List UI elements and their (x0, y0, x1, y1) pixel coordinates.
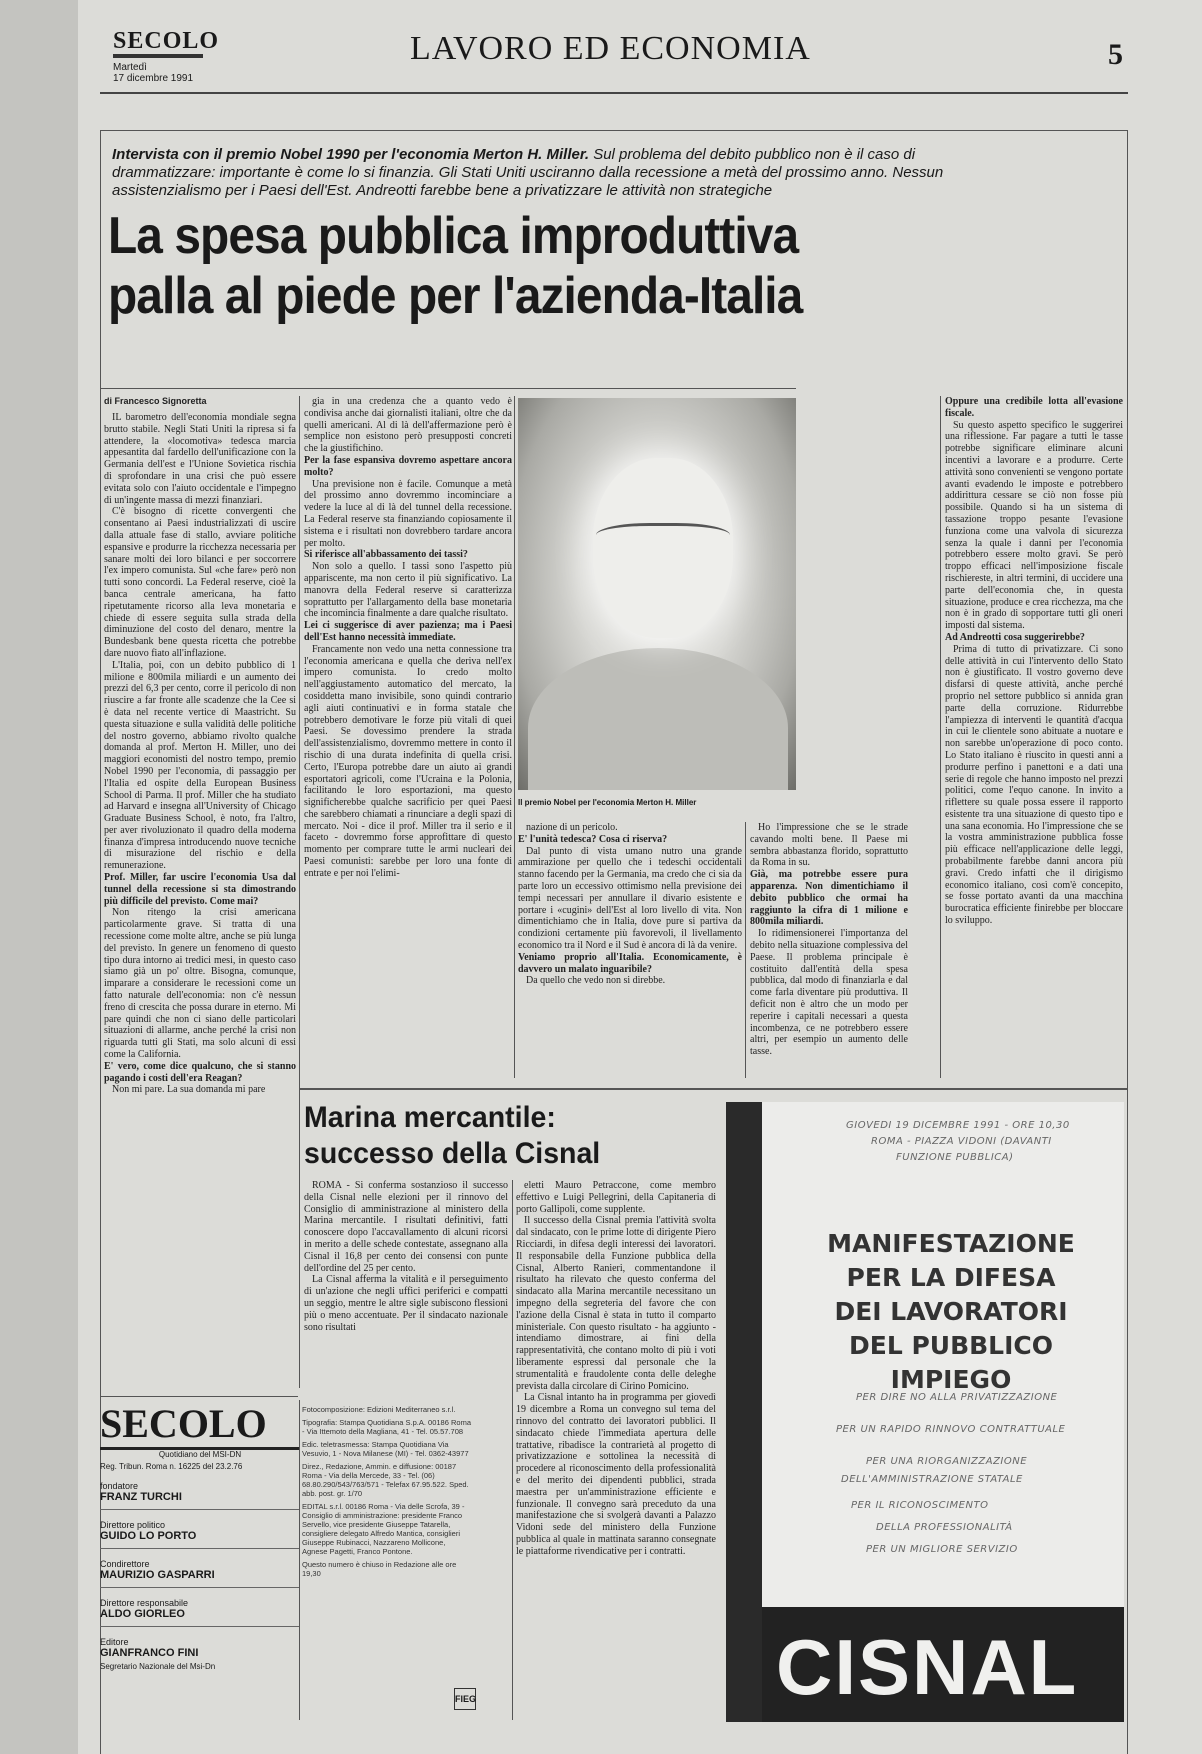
header-logo-bar (113, 54, 203, 58)
paragraph: L'Italia, poi, con un debito pubblico di 1 milione e 800mila miliardi e un aumento dei prezzi del 6,3 per cento, corre il pericolo di non riuscire a far fronte alle scadenze che la Cee si è data nel recente vertice di Maastricht. Su questa situazione e sulla validità delle politiche del nostro governo, abbiamo rivolto qualche domanda al prof. Merton H. Miller, uno dei maggiori economisti del nostro tempo, premio Nobel 1990 per l'economia, di passaggio per l'Italia ed ospite della European Business School di Parma. Il prof. Miller che ha studiato ad Harvard e insegna all'University of Chicago Graduate Business School, è noto, fra l'altro, per aver rivoluzionato il quadro della moderna finanza d'impresa introducendo nuove tecniche di misurazione del rischio e della remunerazione. (104, 659, 296, 872)
paragraph: Prof. Miller, far uscire l'economia Usa dal tunnel della recessione si sta dimostrando più difficile del previsto. Come mai? (104, 872, 296, 907)
ad-title (786, 1227, 1116, 1397)
paragraph: Prima di tutto di privatizzare. Ci sono delle attività in cui l'intervento dello Stato non è giustificato. Il vostro governo deve disfarsi di queste attività, anche perché proprio nel settore pubblico si annida gran parte della corruzione. Ridurrebbe l'ampiezza di interventi le quantità d'acqua in cui le clientele sono abituate a nuotare e non sarebbe un'operazione di poco conto. Lo Stato italiano è riuscito in questi anni a produrre perfino i panettoni e a dati una serie di regole che hanno imposto nel prezzi politici, come l'equo canone. In invito a riflettere su quale possa essere il rapporto esistente tra una situazione di questo tipo e una sana economia. Ho l'impressione che se la vostra amministrazione pubblica fosse più efficace nell'applicazione delle leggi, probabilmente farebbe danni ancora più gravi. Credo infatti che il dirigismo economico italiano, così com'è concepito, se fosse portato avanti da una macchina burocratica efficiente finirebbe per bloccare lo sviluppo. (945, 643, 1123, 927)
director-label: Direttore politico (100, 1520, 166, 1530)
article-column-5 (945, 396, 1123, 1078)
ad-list-item: PER UN MIGLIORE SERVIZIO (866, 1544, 1018, 1555)
paragraph: E' vero, come dice qualcuno, che si stanno pagando i costi dell'era Reagan? (104, 1060, 296, 1084)
responsible-director-name: ALDO GIORLEO (100, 1608, 185, 1620)
imprint-line: Fotocomposizione: Edizioni Mediterraneo s.r.l. (302, 1405, 456, 1414)
paragraph: Il successo della Cisnal premia l'attività svolta dal sindacato, con le prime lotte di dirigente Piero Ricciardi, in difesa degli interessi dei lavoratori. Il responsabile della Funzione pubblica della Cisnal, Alberto Ranieri, commentandone il risultato ha rilevato che questo conferma del sindacato alla Marina mercantile necessitano un impegno della segreteria del favore che con l'azione della Cisnal è stata in tutto il comparto ministeriale. Con questo risultato - ha aggiunto - intendiamo dimostrare, ai fini della rappresentatività, che contano molto di più i voti liberamente espressi dal personale che la strumentalità e fraudolente conta delle deleghe prevista dalla circolare di Cirino Pomicino. (516, 1215, 716, 1392)
paragraph: nazione di un pericolo. (526, 822, 618, 833)
portrait-photo (518, 398, 796, 790)
masthead-separator (100, 1509, 300, 1510)
paragraph: Oppure una credibile lotta all'evasione fiscale. (945, 396, 1123, 419)
editor-label: Editore (100, 1637, 129, 1647)
headline-rule (100, 388, 796, 389)
imprint-line: EDITAL s.r.l. 00186 Roma - Via delle Scrofa, 39 - Consiglio di amministrazione: presidente Franco Servello, vice presidente Giuseppe Tatarella, consigliere delegato Alfredo Mantica, consiglieri Giuseppe Rubinacci, Nazzareno Mollicone, Agnese Pagetti, Franco Pontone. (302, 1502, 465, 1556)
paragraph: Non ritengo la crisi americana particolarmente grave. Si tratta di una recessione come molte altre, anche se più lunga del previsto. In genere un fenomeno di questo tipo dura intorno ai tredici mesi, in questo caso siamo già un po' oltre. Bisogna, comunque, imparare a considerare le recessioni come un fatto naturale dell'economia: non c'è nessun freno di crescita che possa durare in eterno. Mi pare quindi che non ci siano delle particolari situazioni di allarme, anche perché la crisi non riguarda tutti gli Stati, ma solo alcuni di essi come la California. (104, 907, 296, 1061)
paragraph: Veniamo proprio all'Italia. Economicamente, è davvero un malato inguaribile? (518, 951, 742, 975)
masthead-registration: Reg. Tribun. Roma n. 16225 del 23.2.76 (100, 1462, 243, 1471)
paragraph: Si riferisce all'abbassamento dei tassi? (304, 549, 468, 561)
paragraph: IL barometro dell'economia mondiale segna brutto stabile. Negli Stati Uniti la ripresa si fa attendere, la «locomotiva» tedesca marcia appesantita dal fardello dell'unificazione con la Germania dell'est e l'Unione Sovietica rischia di sprofondare in una crisi che può essere evitata solo con l'aiuto occidentale e l'impegno di un'ingente massa di mezzi finanziari. (104, 412, 296, 506)
ad-title-line: PER LA DIFESA (846, 1263, 1056, 1292)
marina-headline (304, 1100, 665, 1172)
ad-handwritten-line: GIOVEDI 19 DICEMBRE 1991 - ORE 10,30 (846, 1120, 1070, 1131)
paragraph: Dal punto di vista umano nutro una grande ammirazione per quello che i tedeschi occidentali stanno facendo per la Germania, ma credo che ci sia da parte loro un eccessivo ottimismo nella previsione dei tempi necessari per annullare il divario esistente e portare i «cugini» dell'Est al loro livello di vita. Non dimentichiamo che in Italia, dove pure si partiva da condizioni certamente più favorevoli, il livellamento economico tra il Nord e il Sud è ancora di là da venire. (518, 845, 742, 951)
imprint-block (302, 1405, 472, 1582)
paragraph: eletti Mauro Petraccone, come membro effettivo e Luigi Pellegrini, della Capitaneria di porto Gallipoli, come supplente. (516, 1180, 716, 1215)
ad-title-line: DEL PUBBLICO IMPIEGO (848, 1331, 1054, 1394)
editor-role: Segretario Nazionale del Msi-Dn (100, 1662, 216, 1671)
masthead-separator (100, 1626, 300, 1627)
ad-list-item: DELL'AMMINISTRAZIONE STATALE (841, 1474, 1023, 1485)
masthead-separator (100, 1548, 300, 1549)
paragraph: Una previsione non è facile. Comunque a metà del prossimo anno dovremmo incominciare a vedere la luce al di là del tunnel della recessione. La Federal reserve sta finanziando copiosamente il sistema e i risultati non dovrebbero tardare ancora per molto. (304, 478, 512, 549)
masthead-box (100, 1400, 300, 1700)
paragraph: Ad Andreotti cosa suggerirebbe? (945, 631, 1085, 643)
photo-shoulders (528, 648, 788, 790)
article-column-4 (750, 822, 908, 1078)
paragraph: Io ridimensionerei l'importanza del debito nella situazione complessiva del Paese. Il problema principale è costituito dall'entità della spesa pubblica, dal modo di finanziarla e dal come farla diventare più produttiva. Il deficit non è altro che un modo per reperire i capitali necessari a questa incombenza, ce ne potrebbero essere altri, per esempio un aumento delle tasse. (750, 928, 908, 1058)
photo-glasses (596, 523, 730, 553)
ad-list-item: DELLA PROFESSIONALITÀ (876, 1522, 1013, 1533)
paragraph: Non mi pare. La sua domanda mi pare (112, 1084, 266, 1096)
paragraph: E' l'unità tedesca? Cosa ci riserva? (518, 833, 668, 845)
founder-label: fondatore (100, 1481, 139, 1491)
ad-list-item: PER IL RICONOSCIMENTO (851, 1500, 989, 1511)
paragraph: Non solo a quello. I tassi sono l'aspetto più appariscente, ma non certo il più significativo. La manovra della Federal reserve si caratterizza soprattutto per l'allargamento della base monetaria che incomincia finalmente a dare qualche risultato. (304, 561, 512, 620)
column-rule (299, 1400, 300, 1720)
paragraph: Francamente non vedo una netta connessione tra l'economia americana e quella che deriva nell'ex impero comunista. Io credo molto nell'aggiustamento automatico del mercato, la cosiddetta mano invisibile, sono quindi contrario agli aiuti continuativi e in forma statale che potrebbero demotivare le forze più vitali di quei Paesi. Se dovessimo prendere la strada dell'assistenzialismo, dovremmo mettere in conto il rischio di una durata indefinita di quella crisi. Certo, l'Europa potrebbe dare un aiuto ai grandi esportatori agricoli, come l'Ucraina e la Polonia, facilitando le loro esportazioni, ma questo significherebbe qualche sacrificio per quei Paesi che sarebbero chiamati a rinunciare a degli spazi di mercato. Noi - dice il prof. Miller tra il serio e il faceto - dovremmo forse approfittare di questo momento per comprare tutte le armi nucleari dei Paesi comunisti: sarebbe per loro una fonte di entrate e per noi l'elimi- (304, 643, 512, 879)
paragraph: La Cisnal afferma la vitalità e il perseguimento di un'azione che negli uffici periferici e compatti un seggio, mentre le altre sigle subiscono flessioni più o meno accentuate. Per il sindacato nazionale sono risultati (304, 1274, 508, 1333)
column-rule (514, 396, 515, 1078)
paragraph: La Cisnal intanto ha in programma per giovedì 19 dicembre a Roma un convegno sul tema del rinnovo del contratto dei lavoratori pubblici. Il sindacato chiede l'immediata apertura delle trattative, ribadisce la contrarietà al progetto di privatizzazione e sottolinea la necessità di procedere al riconoscimento della professionalità e del merito dei dipendenti pubblici, strada maestra per un'amministrazione efficiente e funzionale. Il convegno sarà preceduto da una manifestazione che si svolgerà davanti a Palazzo Vidoni sede del ministero della Funzione pubblica al quale in mattinata saranno consegnate le piattaforme rivendicative per i contratti. (516, 1392, 716, 1557)
fieg-stamp: FIEG (454, 1688, 476, 1710)
paragraph: Lei ci suggerisce di aver pazienza; ma i Paesi dell'Est hanno necessità immediate. (304, 620, 512, 643)
masthead-separator (100, 1587, 300, 1588)
responsible-director-label: Direttore responsabile (100, 1598, 189, 1608)
ad-list-item: PER DIRE NO ALLA PRIVATIZZAZIONE (856, 1392, 1058, 1403)
ad-list-item: PER UN RAPIDO RINNOVO CONTRATTUALE (836, 1424, 1066, 1435)
masthead-rule (100, 1396, 298, 1397)
imprint-line: Edic. teletrasmessa: Stampa Quotidiana Via Vesuvio, 1 - Nova Milanese (MI) - Tel. 0362-43977 (302, 1440, 469, 1458)
ad-handwritten-line: ROMA - PIAZZA VIDONI (DAVANTI (871, 1136, 1052, 1147)
ad-list-item: PER UNA RIORGANIZZAZIONE (866, 1456, 1028, 1467)
section-divider (300, 1088, 1128, 1090)
paragraph: ROMA - Si conferma sostanzioso il successo della Cisnal nelle elezioni per il rinnovo del Consiglio di amministrazione al ministero della Marina mercantile. I risultati definitivi, fatti conoscere dopo l'accavallamento di alcuni ricorsi in merito a delle schede contestate, assegnano alla Cisnal il 16,8 per cento dei consensi con punte dell'ordine del 25 per cento. (304, 1180, 508, 1274)
codirector-label: Condirettore (100, 1559, 150, 1569)
paragraph: Da quello che vedo non si direbbe. (526, 975, 666, 987)
marina-headline-line-2: successo della Cisnal (304, 1137, 601, 1170)
paragraph: Su questo aspetto specifico le suggerirei una riflessione. Far pagare a tutti le tasse potrebbe significare eliminare alcuni incentivi a lavorare e a produrre. Certe attività sono convenienti se vengono portate avanti evadendo le imposte e potrebbero addirittura cessare se ciò non fosse più possibile. Quando si ha un sistema di tassazione troppo pesante l'evasione funziona come una valvola di sicurezza senza la quale i danni per l'economia potrebbero essere molto gravi. Se però troppo efficaci nell'imposizione fiscale rischiereste, in altri termini, di uccidere una parte dell'economia che, in questa situazione, produce e crea ricchezza, ma che non è in grado di sopportare tutti gli oneri imposti dal sistema. (945, 419, 1123, 632)
ad-title-line: MANIFESTAZIONE (827, 1229, 1075, 1258)
headline-line-2: palla al piede per l'azienda-Italia (108, 267, 803, 325)
article-column-3 (518, 822, 742, 1078)
paragraph: Per la fase espansiva dovremo aspettare ancora molto? (304, 454, 512, 478)
column-rule (299, 396, 300, 1388)
page-edge-shadow (0, 0, 78, 1754)
article-column-2 (304, 396, 512, 1078)
photo-caption: Il premio Nobel per l'economia Merton H. Miller (518, 798, 697, 807)
header-logo: SECOLO (113, 28, 220, 54)
header-rule (100, 92, 1128, 94)
ad-brand: CISNAL (776, 1623, 1079, 1711)
paragraph: Già, ma potrebbe essere pura apparenza. Non dimentichiamo il debito pubblico che ormai ha raggiunto la cifra di 1 milione e 800mila miliardi. (750, 869, 908, 928)
imprint-line: Questo numero è chiuso in Redazione alle ore 19,30 (302, 1560, 457, 1578)
headline-line-1: La spesa pubblica improduttiva (108, 207, 799, 265)
director-name: GUIDO LO PORTO (100, 1530, 197, 1542)
imprint-line: Tipografia: Stampa Quotidiana S.p.A. 00186 Roma - Via Ittemoto della Magliana, 41 - Tel. 05.57.708 (302, 1418, 471, 1436)
marina-column-1 (304, 1180, 508, 1392)
header-date-text: 17 dicembre 1991 (113, 73, 194, 84)
marina-column-2 (516, 1180, 716, 1720)
kicker-bold: Intervista con il premio Nobel 1990 per l'economia Merton H. Miller. (112, 146, 590, 163)
editor-name: GIANFRANCO FINI (100, 1647, 199, 1659)
column-rule (745, 822, 746, 1078)
page-number: 5 (1108, 38, 1123, 71)
section-title: LAVORO ED ECONOMIA (410, 30, 811, 67)
masthead-tagline: Quotidiano del MSI-DN (158, 1450, 242, 1459)
header-date (113, 62, 233, 84)
cisnal-advertisement (726, 1102, 1124, 1722)
article-kicker (112, 146, 992, 200)
ad-handwritten-line: FUNZIONE PUBBLICA) (896, 1152, 1014, 1163)
header-day: Martedì (113, 62, 147, 73)
column-rule (940, 396, 941, 1078)
ad-title-line: DEI LAVORATORI (834, 1297, 1068, 1326)
imprint-line: Direz., Redazione, Ammin. e diffusione: 00187 Roma - Via della Mercede, 33 - Tel. (06) 68.80.290/543/763/571 - Telefax 67.95.522. Sped. abb. post. gr. 1/70 (302, 1462, 469, 1498)
article-headline (108, 206, 1010, 326)
codirector-name: MAURIZIO GASPARRI (100, 1569, 215, 1581)
founder-name: FRANZ TURCHI (100, 1491, 182, 1503)
paragraph: C'è bisogno di ricette convergenti che consentano ai Paesi industrializzati di uscire dalla attuale fase di stallo, avviare politiche espansive e produrre la ricchezza necessaria per sanare molti dei loro bilanci e per soccorrere l'ex impero comunista. Sul «che fare» però non tutti sono concordi. La Federal reserve, cioè la banca centrale americana, ha fatto ripetutamente ricorso alla leva monetaria e chiede di essere seguita sulla strada della diminuzione del costo del denaro, mentre la Bundesbank bene questa ricetta che potrebbe dare nuovo fiato all'inflazione. (104, 506, 296, 659)
paragraph: gia in una credenza che a quanto vedo è condivisa anche dai giornalisti italiani, oltre che da quelli americani. Al di là dell'affermazione però è semplice non esistono però presupposti concreti che la giustifichino. (304, 396, 512, 455)
masthead-logo: SECOLO (100, 1400, 300, 1450)
marina-headline-line-1: Marina mercantile: (304, 1101, 556, 1134)
ad-side-bar (726, 1102, 762, 1722)
byline: di Francesco Signoretta (104, 396, 207, 406)
column-rule (512, 1180, 513, 1720)
article-column-1 (104, 396, 296, 1388)
paragraph: Ho l'impressione che se le strade cavando molti bene. Il Paese mi sembra abbastanza florido, soprattutto da Roma in su. (750, 822, 908, 869)
kicker-text: Sul problema del debito pubblico non è il caso di drammatizzare: importante è come lo si finanzia. Gli Stati Uniti usciranno dalla recessione a metà del prossimo anno. Nessun assistenzialismo per i Paesi dell'Est. Andreotti farebbe bene a privatizzare le attività non strategiche (112, 146, 944, 199)
